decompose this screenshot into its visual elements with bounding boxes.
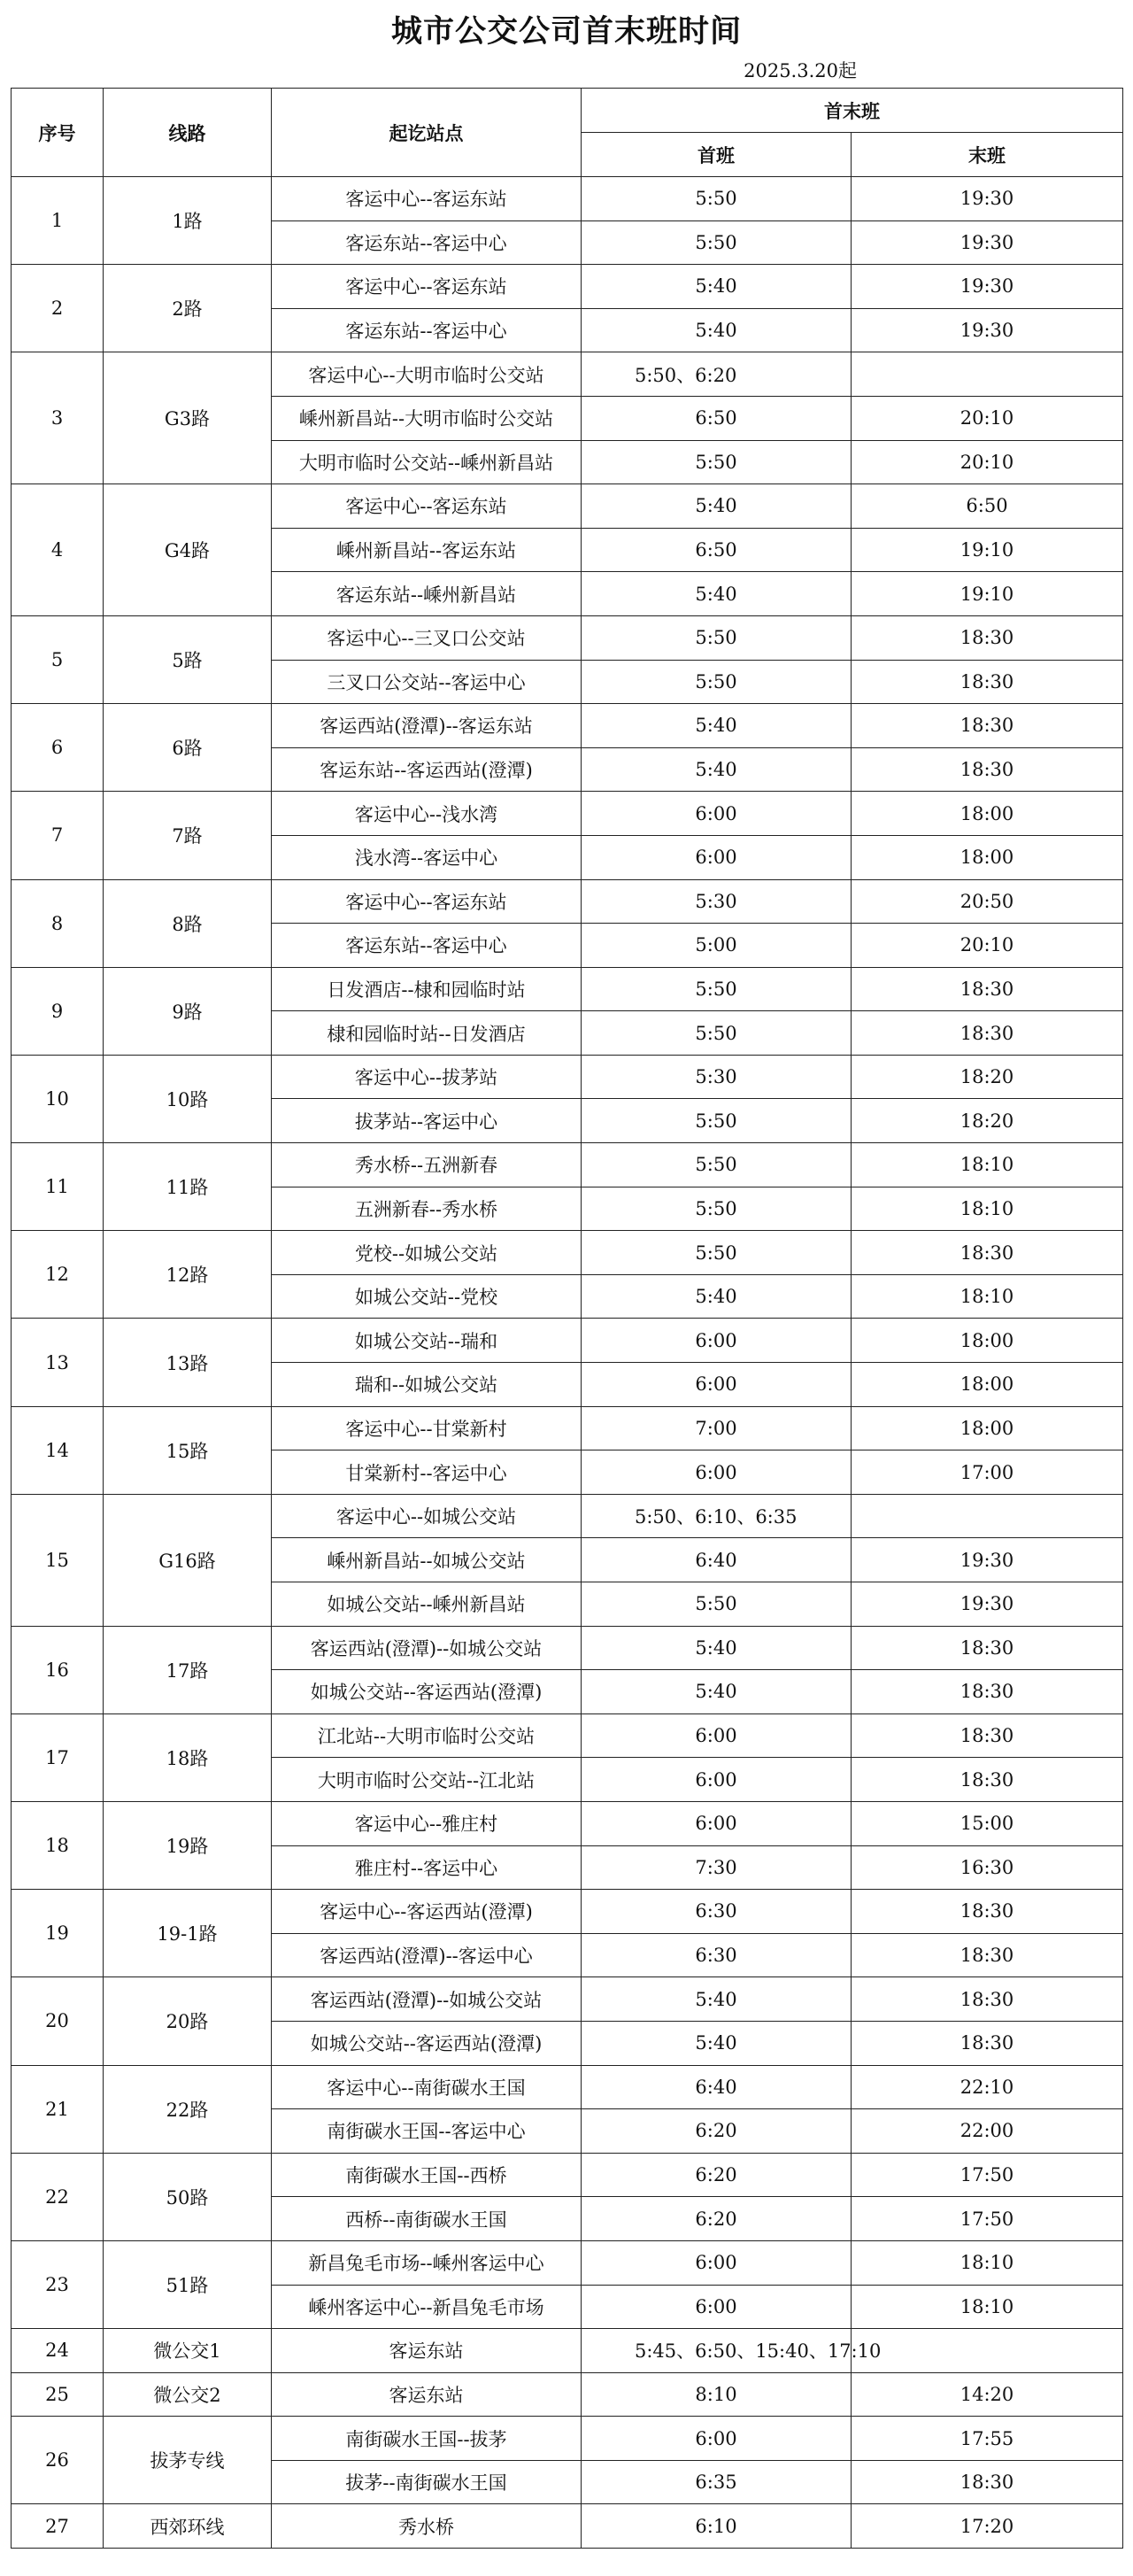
last-bus-time: 17:50 [852,2197,1123,2241]
route-seq: 3 [12,352,104,484]
header-last: 末班 [852,133,1123,177]
route-seq: 5 [12,615,104,703]
first-bus-time: 5:50 [582,1143,852,1187]
first-bus-time: 5:50 [582,660,852,704]
route-seq: 20 [12,1977,104,2065]
last-bus-time: 20:10 [852,924,1123,968]
table-row [12,1319,1123,1363]
first-bus-time: 5:40 [582,308,852,352]
route-seq: 10 [12,1055,104,1142]
table-row [12,615,1123,660]
last-bus-time: 20:10 [852,440,1123,484]
route-name: 1路 [104,177,272,265]
table-row [12,967,1123,1011]
last-bus-time: 19:30 [852,1538,1123,1582]
header-seq: 序号 [12,89,104,177]
route-stops: 南街碳水王国--客运中心 [272,2109,582,2154]
route-seq: 6 [12,704,104,792]
table-row [12,1890,1123,1934]
header-route: 线路 [104,89,272,177]
route-stops: 客运中心--客运东站 [272,177,582,221]
route-stops: 如城公交站--客运西站(澄潭) [272,2021,582,2065]
last-bus-time: 6:50 [852,484,1123,529]
route-stops: 客运东站 [272,2372,582,2417]
table-row [12,265,1123,309]
last-bus-time: 18:20 [852,1055,1123,1099]
last-bus-time: 18:00 [852,1363,1123,1407]
first-bus-time: 5:50 [582,1011,852,1056]
last-bus-time: 17:55 [852,2417,1123,2461]
first-bus-time: 5:30 [582,879,852,924]
route-stops: 新昌兔毛市场--嵊州客运中心 [272,2240,582,2285]
first-bus-time: 5:40 [582,1626,852,1670]
route-seq: 22 [12,2153,104,2240]
first-bus-time: 6:20 [582,2153,852,2197]
route-stops: 棣和园临时站--日发酒店 [272,1011,582,1056]
effective-date: 2025.3.20起 [744,60,857,81]
table-row [12,177,1123,221]
route-seq: 26 [12,2417,104,2504]
route-name: 51路 [104,2240,272,2328]
last-bus-time: 18:30 [852,1011,1123,1056]
route-seq: 19 [12,1890,104,1977]
first-bus-time: 6:00 [582,1363,852,1407]
route-stops: 秀水桥 [272,2504,582,2549]
route-name: 7路 [104,792,272,879]
route-stops: 客运中心--客运东站 [272,879,582,924]
route-stops: 拔茅站--客运中心 [272,1099,582,1143]
table-row [12,2153,1123,2197]
route-stops: 客运中心--客运东站 [272,265,582,309]
first-bus-time: 5:50 [582,177,852,221]
last-bus-time: 22:00 [852,2109,1123,2154]
route-seq: 15 [12,1494,104,1626]
route-name: 8路 [104,879,272,967]
last-bus-time: 19:30 [852,1582,1123,1627]
last-bus-time: 18:10 [852,1274,1123,1319]
first-bus-time: 5:40 [582,484,852,529]
route-name: 20路 [104,1977,272,2065]
last-bus-time: 18:10 [852,1143,1123,1187]
last-bus-time: 18:30 [852,1758,1123,1802]
table-row [12,704,1123,748]
header-stops: 起讫站点 [272,89,582,177]
last-bus-time: 18:30 [852,2021,1123,2065]
route-stops: 雅庄村--客运中心 [272,1845,582,1890]
last-bus-time: 14:20 [852,2372,1123,2417]
last-bus-time: 19:10 [852,572,1123,616]
route-seq: 4 [12,484,104,616]
last-bus-time: 18:10 [852,2240,1123,2285]
route-stops: 拔茅--南街碳水王国 [272,2460,582,2504]
route-stops: 如城公交站--瑞和 [272,1319,582,1363]
route-stops: 客运东站--客运中心 [272,308,582,352]
route-stops: 客运中心--浅水湾 [272,792,582,836]
route-stops: 如城公交站--嵊州新昌站 [272,1582,582,1627]
route-name: G4路 [104,484,272,616]
first-bus-time: 6:40 [582,2065,852,2109]
first-bus-time: 5:00 [582,924,852,968]
first-bus-time: 5:50 [582,440,852,484]
table-row [12,2504,1123,2549]
first-bus-time: 5:45、6:50、15:40、17:10 [582,2329,852,2373]
route-stops: 客运东站 [272,2329,582,2373]
table-row [12,2372,1123,2417]
route-seq: 14 [12,1406,104,1494]
first-bus-time: 5:40 [582,704,852,748]
first-bus-time: 5:40 [582,1274,852,1319]
first-bus-time: 6:20 [582,2197,852,2241]
route-stops: 客运西站(澄潭)--客运东站 [272,704,582,748]
route-stops: 浅水湾--客运中心 [272,835,582,879]
route-stops: 客运东站--客运西站(澄潭) [272,747,582,792]
route-seq: 8 [12,879,104,967]
table-row [12,2065,1123,2109]
last-bus-time: 19:30 [852,220,1123,265]
last-bus-time: 19:10 [852,528,1123,572]
last-bus-time: 18:30 [852,1933,1123,1977]
route-stops: 大明市临时公交站--嵊州新昌站 [272,440,582,484]
last-bus-time: 19:30 [852,265,1123,309]
route-name: 11路 [104,1143,272,1231]
last-bus-time: 15:00 [852,1801,1123,1845]
route-stops: 嵊州新昌站--客运东站 [272,528,582,572]
route-stops: 客运中心--甘棠新村 [272,1406,582,1450]
route-name: 18路 [104,1713,272,1801]
first-bus-time: 8:10 [582,2372,852,2417]
route-stops: 客运中心--三叉口公交站 [272,615,582,660]
last-bus-time [852,1494,1123,1538]
first-bus-time: 6:40 [582,1538,852,1582]
page-title: 城市公交公司首末班时间 [390,13,742,50]
route-name: 微公交2 [104,2372,272,2417]
last-bus-time: 22:10 [852,2065,1123,2109]
last-bus-time: 18:30 [852,1626,1123,1670]
route-seq: 7 [12,792,104,879]
last-bus-time: 18:00 [852,1319,1123,1363]
route-stops: 客运西站(澄潭)--如城公交站 [272,1626,582,1670]
route-seq: 2 [12,265,104,352]
route-name: 15路 [104,1406,272,1494]
route-stops: 嵊州客运中心--新昌兔毛市场 [272,2285,582,2329]
table-row [12,2417,1123,2461]
first-bus-time: 6:00 [582,1758,852,1802]
route-stops: 江北站--大明市临时公交站 [272,1713,582,1758]
first-bus-time: 6:30 [582,1933,852,1977]
last-bus-time: 18:10 [852,1187,1123,1231]
last-bus-time: 18:10 [852,2285,1123,2329]
route-stops: 瑞和--如城公交站 [272,1363,582,1407]
first-bus-time: 5:50 [582,615,852,660]
header-first-last-group: 首末班 [582,89,1123,133]
last-bus-time: 17:20 [852,2504,1123,2549]
route-name: 9路 [104,967,272,1055]
route-name: 2路 [104,265,272,352]
route-stops: 西桥--南街碳水王国 [272,2197,582,2241]
first-bus-time: 6:00 [582,1319,852,1363]
first-bus-time: 5:50 [582,1582,852,1627]
first-bus-time: 6:50 [582,396,852,440]
route-stops: 三叉口公交站--客运中心 [272,660,582,704]
route-name: 19-1路 [104,1890,272,1977]
last-bus-time: 18:30 [852,1231,1123,1275]
route-stops: 日发酒店--棣和园临时站 [272,967,582,1011]
table-row [12,1713,1123,1758]
table-row [12,792,1123,836]
table-row [12,1801,1123,1845]
route-stops: 甘棠新村--客运中心 [272,1450,582,1495]
table-row [12,2240,1123,2285]
last-bus-time [852,2329,1123,2373]
route-stops: 如城公交站--党校 [272,1274,582,1319]
route-stops: 客运中心--客运西站(澄潭) [272,1890,582,1934]
table-row [12,1406,1123,1450]
route-name: 22路 [104,2065,272,2153]
route-stops: 嵊州新昌站--大明市临时公交站 [272,396,582,440]
last-bus-time: 18:30 [852,2460,1123,2504]
route-name: 13路 [104,1319,272,1406]
first-bus-time: 6:35 [582,2460,852,2504]
first-bus-time: 5:50 [582,1187,852,1231]
route-name: 12路 [104,1231,272,1319]
route-stops: 嵊州新昌站--如城公交站 [272,1538,582,1582]
route-name: 5路 [104,615,272,703]
last-bus-time: 18:30 [852,1713,1123,1758]
first-bus-time: 6:00 [582,835,852,879]
last-bus-time: 18:30 [852,967,1123,1011]
first-bus-time: 7:00 [582,1406,852,1450]
first-bus-time: 5:40 [582,265,852,309]
first-bus-time: 5:40 [582,747,852,792]
route-seq: 9 [12,967,104,1055]
route-stops: 党校--如城公交站 [272,1231,582,1275]
table-row [12,352,1123,397]
table-row [12,1494,1123,1538]
first-bus-time: 6:30 [582,1890,852,1934]
first-bus-time: 6:00 [582,1713,852,1758]
last-bus-time: 18:30 [852,615,1123,660]
route-stops: 客运中心--大明市临时公交站 [272,352,582,397]
route-stops: 客运西站(澄潭)--如城公交站 [272,1977,582,2022]
route-stops: 客运东站--客运中心 [272,924,582,968]
route-seq: 23 [12,2240,104,2328]
route-seq: 17 [12,1713,104,1801]
route-seq: 13 [12,1319,104,1406]
last-bus-time: 18:30 [852,747,1123,792]
route-name: 19路 [104,1801,272,1889]
first-bus-time: 5:50、6:20 [582,352,852,397]
last-bus-time: 18:30 [852,704,1123,748]
table-row [12,484,1123,529]
first-bus-time: 6:00 [582,1450,852,1495]
first-bus-time: 6:00 [582,792,852,836]
last-bus-time: 18:30 [852,660,1123,704]
first-bus-time: 5:30 [582,1055,852,1099]
route-seq: 12 [12,1231,104,1319]
route-name: 拔茅专线 [104,2417,272,2504]
last-bus-time: 18:00 [852,792,1123,836]
last-bus-time: 18:30 [852,1977,1123,2022]
route-seq: 16 [12,1626,104,1713]
last-bus-time: 19:30 [852,308,1123,352]
route-stops: 秀水桥--五洲新春 [272,1143,582,1187]
first-bus-time: 5:50 [582,967,852,1011]
first-bus-time: 6:20 [582,2109,852,2154]
table-row [12,1143,1123,1187]
last-bus-time: 17:50 [852,2153,1123,2197]
route-name: 6路 [104,704,272,792]
route-seq: 24 [12,2329,104,2373]
route-seq: 11 [12,1143,104,1231]
last-bus-time: 16:30 [852,1845,1123,1890]
header-first: 首班 [582,133,852,177]
route-stops: 客运东站--客运中心 [272,220,582,265]
route-stops: 客运中心--雅庄村 [272,1801,582,1845]
route-stops: 南街碳水王国--西桥 [272,2153,582,2197]
route-seq: 21 [12,2065,104,2153]
first-bus-time: 6:10 [582,2504,852,2549]
route-name: 10路 [104,1055,272,1142]
table-row [12,1231,1123,1275]
table-row [12,2329,1123,2373]
table-row [12,879,1123,924]
first-bus-time: 6:00 [582,2240,852,2285]
table-row [12,1626,1123,1670]
route-stops: 客运中心--客运东站 [272,484,582,529]
route-seq: 1 [12,177,104,265]
route-stops: 五洲新春--秀水桥 [272,1187,582,1231]
last-bus-time: 18:20 [852,1099,1123,1143]
route-stops: 客运中心--南街碳水王国 [272,2065,582,2109]
route-stops: 客运东站--嵊州新昌站 [272,572,582,616]
route-name: 微公交1 [104,2329,272,2373]
route-stops: 客运中心--如城公交站 [272,1494,582,1538]
route-stops: 客运西站(澄潭)--客运中心 [272,1933,582,1977]
last-bus-time: 18:00 [852,835,1123,879]
first-bus-time: 5:40 [582,1670,852,1714]
last-bus-time: 19:30 [852,177,1123,221]
last-bus-time: 20:10 [852,396,1123,440]
route-name: 西郊环线 [104,2504,272,2549]
first-bus-time: 5:40 [582,2021,852,2065]
schedule-body [12,177,1123,2549]
first-bus-time: 7:30 [582,1845,852,1890]
table-row [12,1055,1123,1099]
route-stops: 南街碳水王国--拔茅 [272,2417,582,2461]
last-bus-time: 18:30 [852,1890,1123,1934]
route-stops: 如城公交站--客运西站(澄潭) [272,1670,582,1714]
first-bus-time: 5:50 [582,220,852,265]
last-bus-time: 18:30 [852,1670,1123,1714]
route-name: 17路 [104,1626,272,1713]
first-bus-time: 5:50 [582,1099,852,1143]
route-seq: 27 [12,2504,104,2549]
first-bus-time: 5:40 [582,572,852,616]
route-name: G16路 [104,1494,272,1626]
route-name: 50路 [104,2153,272,2240]
first-bus-time: 6:50 [582,528,852,572]
route-stops: 客运中心--拔茅站 [272,1055,582,1099]
first-bus-time: 6:00 [582,2285,852,2329]
first-bus-time: 5:50 [582,1231,852,1275]
first-bus-time: 6:00 [582,1801,852,1845]
first-bus-time: 5:50、6:10、6:35 [582,1494,852,1538]
last-bus-time: 20:50 [852,879,1123,924]
last-bus-time: 18:00 [852,1406,1123,1450]
schedule-table [11,88,1123,2549]
table-row [12,1977,1123,2022]
route-seq: 18 [12,1801,104,1889]
route-name: G3路 [104,352,272,484]
route-stops: 大明市临时公交站--江北站 [272,1758,582,1802]
first-bus-time: 6:00 [582,2417,852,2461]
first-bus-time: 5:40 [582,1977,852,2022]
last-bus-time: 17:00 [852,1450,1123,1495]
route-seq: 25 [12,2372,104,2417]
last-bus-time [852,352,1123,397]
